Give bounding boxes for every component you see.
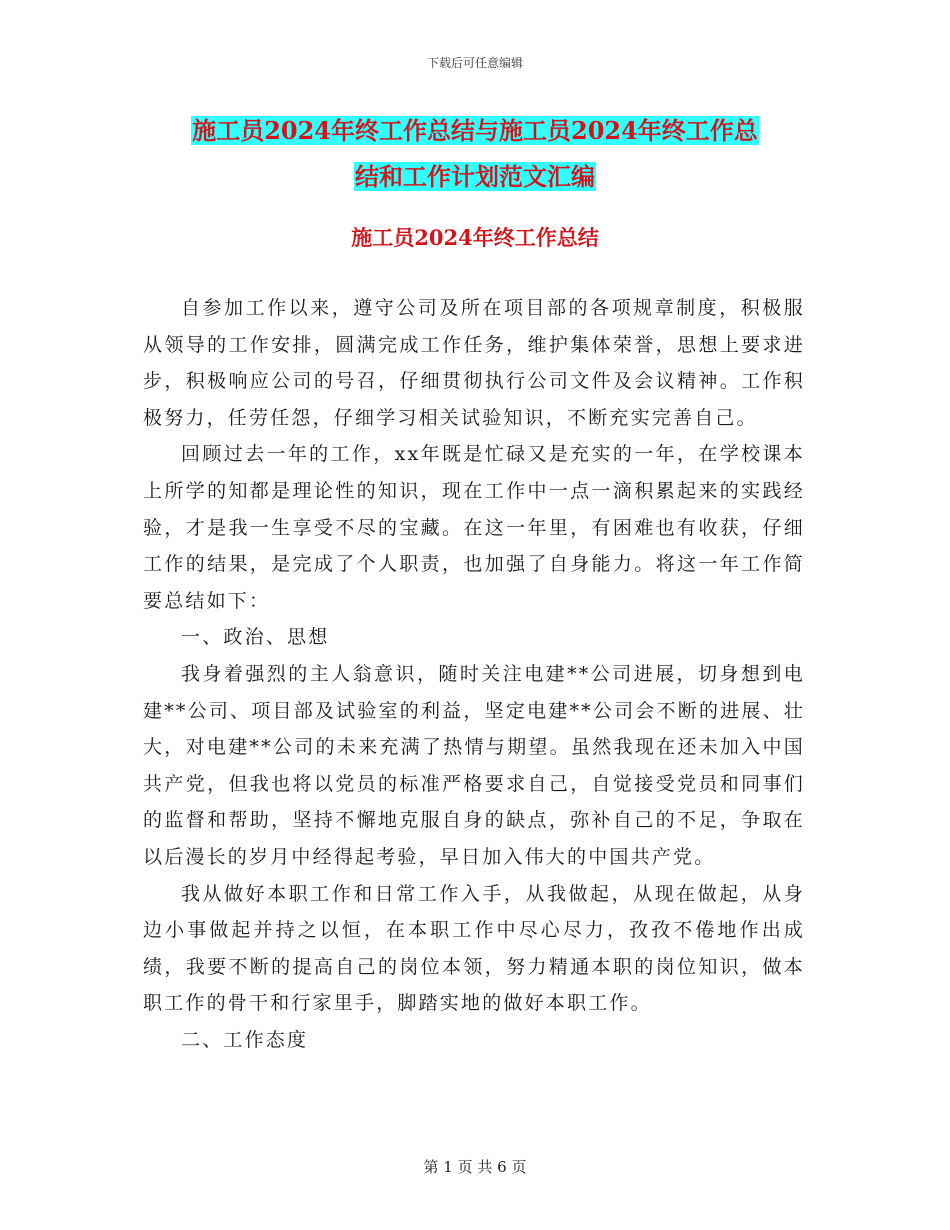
page-footer: 第 1 页 共 6 页 (423, 1158, 527, 1176)
paragraph-duty: 我从做好本职工作和日常工作入手，从我做起，从现在做起，从身边小事做起并持之以恒，在本职工作中尽心尽力，孜孜不倦地作出成绩，我要不断的提高自己的岗位本领，努力精通本职的岗位知识，做本职工作的骨干和行家里手，脚踏实地的做好本职工作。 (143, 882, 805, 1015)
paragraph-review: 回顾过去一年的工作，xx年既是忙碌又是充实的一年，在学校课本上所学的知都是理论性的知识，现在工作中一点一滴积累起来的实践经验，才是我一生享受不尽的宝藏。在这一年里，有困难也有收获，仔细工作的结果，是完成了个人职责，也加强了自身能力。将这一年工作简要总结如下： (143, 443, 805, 612)
document-title (140, 108, 810, 200)
heading-work-attitude: 二、工作态度 (181, 1028, 309, 1051)
section-title: 施工员2024年终工作总结 (351, 225, 599, 250)
heading-politics-thought: 一、政治、思想 (181, 626, 330, 649)
body-text (143, 290, 805, 1058)
title-line-1: 施工员2024年终工作总结与施工员2024年终工作总 (192, 116, 758, 145)
header-note: 下载后可任意编辑 (426, 56, 523, 70)
paragraph-politics: 我身着强烈的主人翁意识，随时关注电建**公司进展，切身想到电建**公司、项目部及试验室的利益，坚定电建**公司会不断的进展、壮大，对电建**公司的未来充满了热情与期望。虽然我现在还未加入中国共产党，但我也将以党员的标准严格要求自己，自觉接受党员和同事们的监督和帮助，坚持不懈地克服自身的缺点，弥补自己的不足，争取在以后漫长的岁月中经得起考验，早日加入伟大的中国共产党。 (143, 662, 805, 868)
paragraph-intro: 自参加工作以来，遵守公司及所在项目部的各项规章制度，积极服从领导的工作安排，圆满完成工作任务，维护集体荣誉，思想上要求进步，积极响应公司的号召，仔细贯彻执行公司文件及会议精神。工作积极努力，任劳任怨，仔细学习相关试验知识，不断充实完善自己。 (143, 297, 805, 429)
title-line-2: 结和工作计划范文汇编 (355, 162, 595, 191)
